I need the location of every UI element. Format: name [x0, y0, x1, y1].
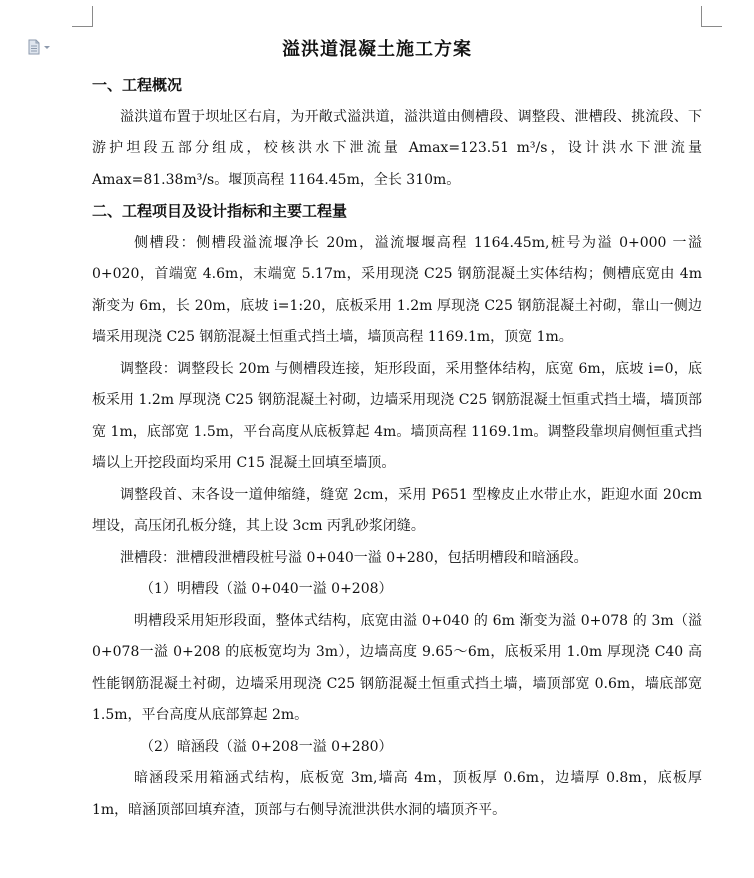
section-heading-project-items: 二、工程项目及设计指标和主要工程量 — [92, 202, 348, 220]
paragraph-culvert: 暗涵段采用箱涵式结构，底板宽 3m,墙高 4m，顶板厚 0.6m，边墙厚 0.8m，底板厚 1m，暗涵顶部回填弃渣，顶部与右侧导流泄洪供水洞的墙顶齐平。 — [92, 770, 702, 818]
document-title: 溢洪道混凝土施工方案 — [282, 39, 472, 60]
paragraph-side-channel: 侧槽段：侧槽段溢流堰净长 20m，溢流堰堰高程 1164.45m,桩号为溢 0+000 一溢 0+020，首端宽 4.6m，末端宽 5.17m，采用现浇 C25 钢筋混凝土实体结构；侧槽底宽由 4m 渐变为 6m，长 20m，底坡 i=1:20，底板采用 1.2m 厚现浇 C25 钢筋混凝土衬砌，靠山一侧边墙采用现浇 C25 钢筋混凝土恒重式挡土墙，墙顶高程 1169.1m，顶宽 1m。 — [92, 234, 702, 345]
crop-mark-top-left-vertical — [92, 6, 93, 26]
crop-mark-top-right-vertical — [701, 6, 702, 26]
subheading-culvert: （2）暗涵段（溢 0+208一溢 0+280） — [140, 738, 393, 755]
document-body — [92, 70, 702, 826]
paragraph-open-channel: 明槽段采用矩形段面，整体式结构，底宽由溢 0+040 的 6m 渐变为溢 0+078 的 3m（溢 0+078一溢 0+208 的底板宽均为 3m），边墙高度 9.65～6m，底板采用 1.0m 厚现浇 C40 高性能钢筋混凝土衬砌，边墙采用现浇 C25 钢筋混凝土恒重式挡土墙，墙顶部宽 0.6m，墙底部宽 1.5m，平台高度从底部算起 2m。 — [92, 612, 702, 723]
section-heading-overview: 一、工程概况 — [92, 76, 183, 94]
crop-mark-top-right-horizontal — [701, 26, 722, 27]
paragraph-expansion-joints: 调整段首、末各设一道伸缩缝，缝宽 2cm，采用 P651 型橡皮止水带止水，距迎水面 20cm 埋设，高压闭孔板分缝，其上设 3cm 丙乳砂浆闭缝。 — [92, 486, 702, 534]
paragraph-chute-section: 泄槽段：泄槽段泄槽段桩号溢 0+040一溢 0+280，包括明槽段和暗涵段。 — [120, 549, 588, 566]
crop-mark-top-left-horizontal — [72, 26, 93, 27]
subheading-open-channel: （1）明槽段（溢 0+040一溢 0+208） — [140, 581, 393, 597]
paragraph-adjustment-section: 调整段：调整段长 20m 与侧槽段连接，矩形段面，采用整体结构，底宽 6m，底坡 i=0，底板采用 1.2m 厚现浇 C25 钢筋混凝土衬砌，边墙采用现浇 C25 钢筋混凝土恒重式挡土墙，墙顶部宽 1m，底部宽 1.5m，平台高度从底板算起 4m。墙顶高程 1169.1m。调整段靠坝肩侧恒重式挡墙以上开挖段面均采用 C15 混凝土回填至墙顶。 — [92, 360, 702, 471]
paragraph-overview: 溢洪道布置于坝址区右肩，为开敞式溢洪道，溢洪道由侧槽段、调整段、泄槽段、挑流段、下游护坦段五部分组成，校核洪水下泄流量 Amax=123.51 m³/s，设计洪水下泄流量 Amax=81.38m³/s。堰顶高程 1164.45m，全长 310m。 — [92, 108, 702, 188]
